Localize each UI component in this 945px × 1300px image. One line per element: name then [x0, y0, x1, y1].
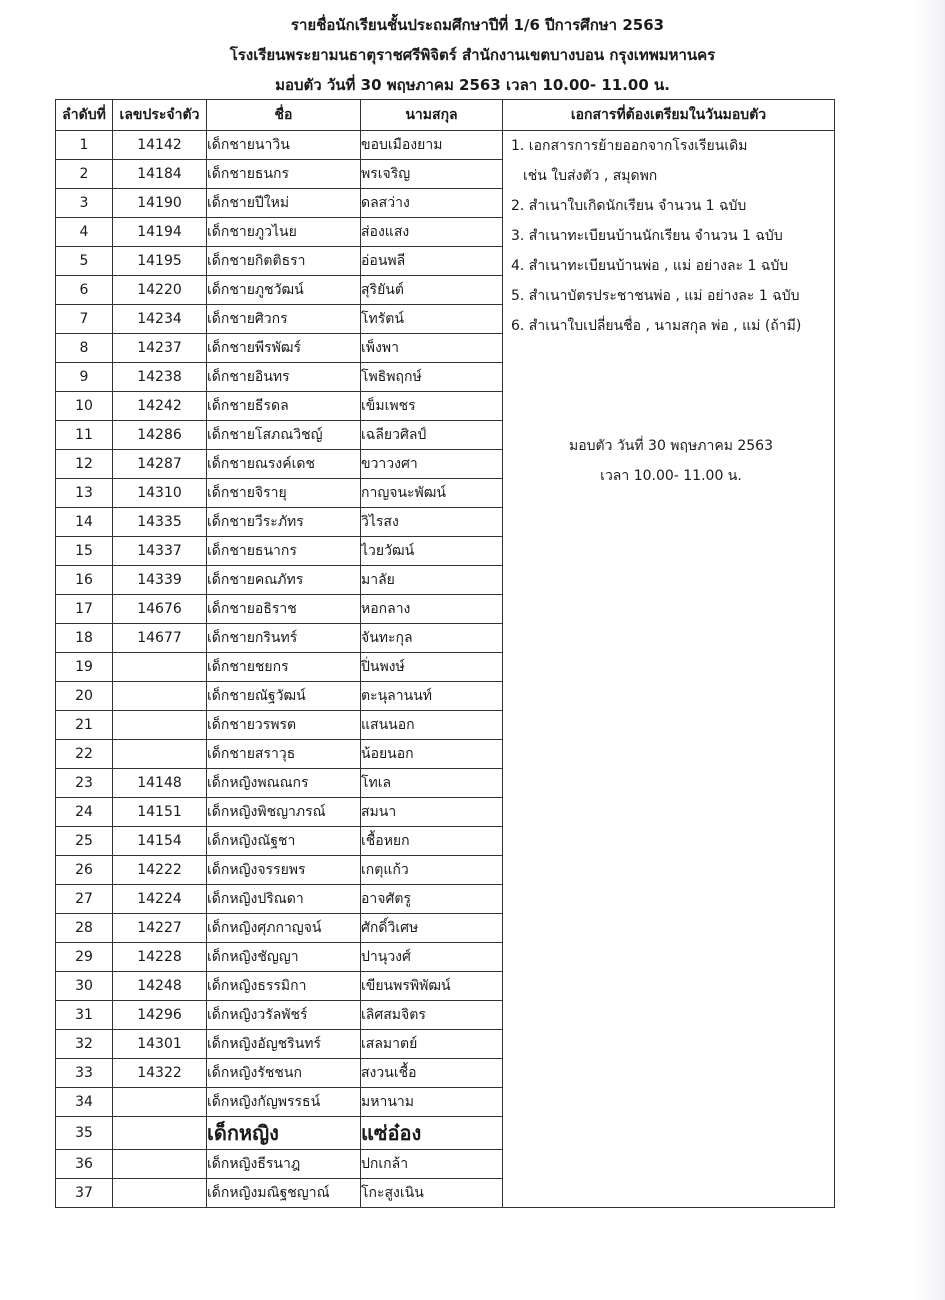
- student-id: 14677: [113, 624, 207, 653]
- student-first-name: เด็กหญิงอัญชรินทร์: [207, 1030, 361, 1059]
- student-last-name: เขียนพรพิพัฒน์: [361, 972, 503, 1001]
- student-first-name: เด็กชายณัฐวัฒน์: [207, 682, 361, 711]
- student-number: 18: [56, 624, 113, 653]
- student-last-name: เชื้อหยก: [361, 827, 503, 856]
- student-number: 33: [56, 1059, 113, 1088]
- student-number: 23: [56, 769, 113, 798]
- student-first-name: เด็กหญิงรัชชนก: [207, 1059, 361, 1088]
- student-id: 14286: [113, 421, 207, 450]
- column-header-no: ลำดับที่: [56, 100, 113, 131]
- student-id: 14151: [113, 798, 207, 827]
- student-number: 28: [56, 914, 113, 943]
- student-first-name: เด็กชายศิวกร: [207, 305, 361, 334]
- student-number: 5: [56, 247, 113, 276]
- student-first-name: เด็กชายภูชวัฒน์: [207, 276, 361, 305]
- student-first-name: เด็กหญิงธีรนาฎ: [207, 1150, 361, 1179]
- student-number: 2: [56, 160, 113, 189]
- student-id: 14310: [113, 479, 207, 508]
- student-first-name: เด็กชายธนากร: [207, 537, 361, 566]
- student-first-name: เด็กชายนาวิน: [207, 131, 361, 160]
- student-first-name: เด็กหญิงณัฐชา: [207, 827, 361, 856]
- student-number: 37: [56, 1179, 113, 1208]
- student-first-name: เด็กชายกิตติธรา: [207, 247, 361, 276]
- student-number: 8: [56, 334, 113, 363]
- student-id: 14676: [113, 595, 207, 624]
- document-item: 4. สำเนาทะเบียนบ้านพ่อ , แม่ อย่างละ 1 ฉบับ: [511, 258, 789, 274]
- student-last-name: แซ่อ๋อง: [361, 1117, 503, 1150]
- document-item: 1. เอกสารการย้ายออกจากโรงเรียนเดิม: [511, 138, 748, 154]
- student-number: 6: [56, 276, 113, 305]
- appointment-time: เวลา 10.00- 11.00 น.: [600, 468, 742, 484]
- student-first-name: เด็กหญิงศุภกาญจน์: [207, 914, 361, 943]
- student-id: 14248: [113, 972, 207, 1001]
- student-number: 3: [56, 189, 113, 218]
- student-last-name: จันทะกุล: [361, 624, 503, 653]
- student-number: 20: [56, 682, 113, 711]
- student-last-name: เข็มเพชร: [361, 392, 503, 421]
- student-last-name: โพธิพฤกษ์: [361, 363, 503, 392]
- student-number: 15: [56, 537, 113, 566]
- student-first-name: เด็กชายคณภัทร: [207, 566, 361, 595]
- student-number: 1: [56, 131, 113, 160]
- student-number: 26: [56, 856, 113, 885]
- appointment-note: [511, 431, 831, 491]
- student-number: 25: [56, 827, 113, 856]
- student-last-name: ส่องแสง: [361, 218, 503, 247]
- student-first-name: เด็กชายภูวไนย: [207, 218, 361, 247]
- student-id: [113, 653, 207, 682]
- student-last-name: ขวาวงศา: [361, 450, 503, 479]
- student-number: 12: [56, 450, 113, 479]
- document-item: 5. สำเนาบัตรประชาชนพ่อ , แม่ อย่างละ 1 ฉบับ: [511, 288, 800, 304]
- header-appointment: มอบตัว วันที่ 30 พฤษภาคม 2563 เวลา 10.00- 11.00 น.: [275, 76, 670, 94]
- student-last-name: ปกเกล้า: [361, 1150, 503, 1179]
- student-number: 34: [56, 1088, 113, 1117]
- student-last-name: ดลสว่าง: [361, 189, 503, 218]
- student-first-name: เด็กชายชยกร: [207, 653, 361, 682]
- student-number: 29: [56, 943, 113, 972]
- student-id: 14339: [113, 566, 207, 595]
- student-id: 14154: [113, 827, 207, 856]
- student-id: 14234: [113, 305, 207, 334]
- student-last-name: ศักดิ์วิเศษ: [361, 914, 503, 943]
- student-number: 11: [56, 421, 113, 450]
- student-number: 24: [56, 798, 113, 827]
- student-last-name: มหานาม: [361, 1088, 503, 1117]
- student-last-name: สงวนเชื้อ: [361, 1059, 503, 1088]
- student-number: 36: [56, 1150, 113, 1179]
- student-last-name: อ่อนพลี: [361, 247, 503, 276]
- student-first-name: เด็กชายโสภณวิชญ์: [207, 421, 361, 450]
- student-id: 14237: [113, 334, 207, 363]
- student-id: 14296: [113, 1001, 207, 1030]
- student-id: 14190: [113, 189, 207, 218]
- student-id: [113, 1179, 207, 1208]
- scan-edge: [915, 0, 945, 1300]
- student-number: 13: [56, 479, 113, 508]
- student-number: 35: [56, 1117, 113, 1150]
- header-school: โรงเรียนพระยามนธาตุราชศรีพิจิตร์ สำนักงานเขตบางบอน กรุงเทพมหานคร: [229, 46, 716, 64]
- student-number: 16: [56, 566, 113, 595]
- student-id: 14322: [113, 1059, 207, 1088]
- student-number: 22: [56, 740, 113, 769]
- student-number: 7: [56, 305, 113, 334]
- student-last-name: แสนนอก: [361, 711, 503, 740]
- student-id: 14184: [113, 160, 207, 189]
- student-id: 14242: [113, 392, 207, 421]
- student-last-name: เฉลียวศิลป์: [361, 421, 503, 450]
- document-item: 6. สำเนาใบเปลี่ยนชื่อ , นามสกุล พ่อ , แม่ (ถ้ามี): [511, 318, 802, 334]
- student-last-name: เพ็งพา: [361, 334, 503, 363]
- student-first-name: เด็กชายธนกร: [207, 160, 361, 189]
- student-first-name: เด็กหญิงพิชญาภรณ์: [207, 798, 361, 827]
- student-number: 32: [56, 1030, 113, 1059]
- student-first-name: เด็กหญิงกัญพรรธน์: [207, 1088, 361, 1117]
- student-first-name: เด็กชายพีรพัฒร์: [207, 334, 361, 363]
- student-first-name: เด็กชายณรงค์เดช: [207, 450, 361, 479]
- student-last-name: ขอบเมืองยาม: [361, 131, 503, 160]
- document-header: [0, 10, 945, 100]
- student-id: 14287: [113, 450, 207, 479]
- student-first-name: เด็กชายปีใหม่: [207, 189, 361, 218]
- student-first-name: เด็กหญิงวรัลพัชร์: [207, 1001, 361, 1030]
- student-id: [113, 682, 207, 711]
- header-title: รายชื่อนักเรียนชั้นประถมศึกษาปีที่ 1/6 ปีการศึกษา 2563: [290, 16, 665, 34]
- student-first-name: เด็กชายจิรายุ: [207, 479, 361, 508]
- student-id: 14142: [113, 131, 207, 160]
- student-number: 30: [56, 972, 113, 1001]
- document-item: 3. สำเนาทะเบียนบ้านนักเรียน จำนวน 1 ฉบับ: [511, 228, 783, 244]
- student-last-name: โทเล: [361, 769, 503, 798]
- student-id: 14228: [113, 943, 207, 972]
- student-id: 14148: [113, 769, 207, 798]
- student-last-name: กาญจนะพัฒน์: [361, 479, 503, 508]
- student-id: [113, 740, 207, 769]
- student-first-name: เด็กชายอธิราช: [207, 595, 361, 624]
- student-id: [113, 1117, 207, 1150]
- student-id: 14301: [113, 1030, 207, 1059]
- student-id: 14238: [113, 363, 207, 392]
- student-first-name: เด็กชายกรินทร์: [207, 624, 361, 653]
- student-number: 31: [56, 1001, 113, 1030]
- student-id: 14194: [113, 218, 207, 247]
- column-header-last-name: นามสกุล: [361, 100, 503, 131]
- student-last-name: โกะสูงเนิน: [361, 1179, 503, 1208]
- student-first-name: เด็กชายสราวุธ: [207, 740, 361, 769]
- student-last-name: ไวยวัฒน์: [361, 537, 503, 566]
- student-first-name: เด็กหญิงพณณกร: [207, 769, 361, 798]
- column-header-first-name: ชื่อ: [207, 100, 361, 131]
- student-id: 14227: [113, 914, 207, 943]
- student-number: 19: [56, 653, 113, 682]
- student-number: 21: [56, 711, 113, 740]
- student-last-name: พรเจริญ: [361, 160, 503, 189]
- student-last-name: โทรัตน์: [361, 305, 503, 334]
- table-header-row: [56, 100, 835, 131]
- student-first-name: เด็กหญิง: [207, 1117, 361, 1150]
- student-id: [113, 711, 207, 740]
- student-last-name: เลิศสมจิตร: [361, 1001, 503, 1030]
- student-id: 14220: [113, 276, 207, 305]
- student-first-name: เด็กหญิงจรรยพร: [207, 856, 361, 885]
- student-id: [113, 1150, 207, 1179]
- student-first-name: เด็กชายอินทร: [207, 363, 361, 392]
- student-last-name: มาลัย: [361, 566, 503, 595]
- student-last-name: หอกลาง: [361, 595, 503, 624]
- student-number: 4: [56, 218, 113, 247]
- student-id: [113, 1088, 207, 1117]
- student-first-name: เด็กชายวีระภัทร: [207, 508, 361, 537]
- appointment-date: มอบตัว วันที่ 30 พฤษภาคม 2563: [569, 438, 773, 454]
- documents-list: [511, 131, 831, 341]
- student-id: 14335: [113, 508, 207, 537]
- student-last-name: สมนา: [361, 798, 503, 827]
- student-number: 10: [56, 392, 113, 421]
- student-last-name: ปิ่นพงษ์: [361, 653, 503, 682]
- student-last-name: น้อยนอก: [361, 740, 503, 769]
- student-last-name: ปานุวงศ์: [361, 943, 503, 972]
- student-first-name: เด็กหญิงปริณดา: [207, 885, 361, 914]
- student-last-name: สุริยันต์: [361, 276, 503, 305]
- student-first-name: เด็กชายวรพรต: [207, 711, 361, 740]
- student-id: 14195: [113, 247, 207, 276]
- student-id: 14224: [113, 885, 207, 914]
- student-last-name: วิไรสง: [361, 508, 503, 537]
- student-last-name: เสลมาตย์: [361, 1030, 503, 1059]
- student-first-name: เด็กหญิงมณิฐชญาณ์: [207, 1179, 361, 1208]
- student-last-name: ตะนุลานนท์: [361, 682, 503, 711]
- student-first-name: เด็กชายธีรดล: [207, 392, 361, 421]
- column-header-id: เลขประจำตัว: [113, 100, 207, 131]
- student-id: 14337: [113, 537, 207, 566]
- student-first-name: เด็กหญิงชัญญา: [207, 943, 361, 972]
- student-number: 27: [56, 885, 113, 914]
- student-last-name: อาจศัตรู: [361, 885, 503, 914]
- student-number: 14: [56, 508, 113, 537]
- student-id: 14222: [113, 856, 207, 885]
- document-item: 2. สำเนาใบเกิดนักเรียน จำนวน 1 ฉบับ: [511, 198, 747, 214]
- student-number: 9: [56, 363, 113, 392]
- document-item: เช่น ใบส่งตัว , สมุดพก: [523, 168, 658, 184]
- student-number: 17: [56, 595, 113, 624]
- student-first-name: เด็กหญิงธรรมิกา: [207, 972, 361, 1001]
- column-header-documents: เอกสารที่ต้องเตรียมในวันมอบตัว: [503, 100, 835, 131]
- student-last-name: เกตุแก้ว: [361, 856, 503, 885]
